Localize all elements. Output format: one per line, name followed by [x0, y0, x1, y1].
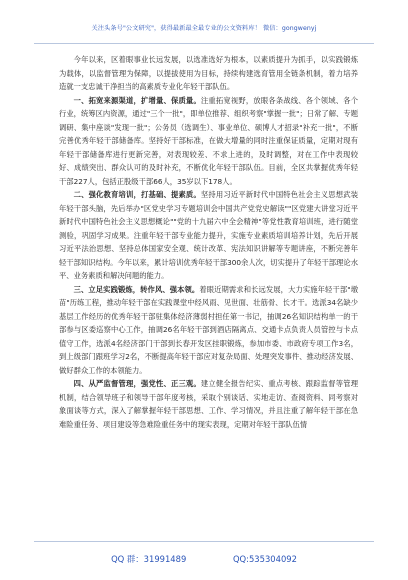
document-body — [59, 53, 358, 431]
page-footer — [34, 541, 374, 580]
section-paragraph-2 — [59, 188, 358, 283]
section-paragraph-1 — [59, 94, 358, 189]
footer-qq-contact: QQ:535304092 — [232, 554, 297, 564]
section-heading-2: 二、强化教育培训，打基础、提素质。 — [73, 190, 201, 199]
section-paragraph-3 — [59, 283, 358, 378]
header-banner-text: 关注头条号"公文研究"，获得最新最全最专业的公文资料库！ 微信：gongwenyj — [91, 25, 317, 32]
section-paragraph-4 — [59, 377, 358, 431]
section-heading-4: 四、从严监督管理，强党性、正三观。 — [73, 379, 201, 388]
page-header-banner — [34, 0, 374, 44]
section-heading-3: 三、立足实践锻炼，转作风、强本领。 — [73, 284, 200, 294]
intro-paragraph: 今年以来，区着眼事业长远发展，以选准选好为根本，以素质提升为抓手，以实践锻炼为载体，以监督管理为保障，以提拔使用为目标，持续构建选育管用全链条机制，着力培养造就一支忠诚干净担当的高素质专业化年轻干部队伍。 — [59, 55, 358, 91]
section-text-4: 建立健全报告纪实、重点考核、跟踪监督等管理机制，结合领导班子和领导干部年度考核，采取个别谈话、实地走访、查阅资料、同考察对象面谈等方式，深入了解掌握年轻干部思想、工作、学习情况，并且注重了解年轻干部在急难险重任务、项目建设等急难险重任务中的现实表现，定期对年轻干部队伍情 — [59, 379, 359, 429]
section-heading-1: 一、拓宽来源渠道，扩增量、保质量。 — [73, 95, 201, 105]
section-text-2: 坚持用习近平新时代中国特色社会主义思想武装年轻干部头脑，先后举办"区党史学习专题培训会中国共产党党史解读""区党建大讲堂习近平新时代中国特色社会主义思想概论""党的十九届六中全会精神"等党性教育培训班，进行随堂测验，巩固学习成果。注重年轻干部专业能力提升，实施专业素质培训培养计划，先后开展习近平法治思想、坚持总体国家安全观、统计改革、宪法知识讲解等专题讲座，不断完善年轻干部知识结构。今年以来，累计培训优秀年轻干部300余人次，切实提升了年轻干部理论水平、业务素质和解决问题的能力。 — [59, 190, 359, 280]
footer-qq-group: QQ 群：31991489 — [111, 554, 187, 564]
section-text-3: 着眼近期需求和长远发展，大力实施年轻干部"墩苗"历练工程，推动年轻干部在实践课堂中经风雨、见世面、壮筋骨、长才干。选派34名缺少基层工作经历的优秀年轻干部驻集体经济薄弱村担任第一书记，抽调26名知识结构单一的干部参与区委巡察中心工作，抽调26名年轻干部到酒店隔离点、交通卡点负责人员管控与卡点值守工作，选派4名经济部门干部到长春开发区挂职锻炼，参加市委、市政府专项工作3名，到上级部门跟班学习2名，不断提高年轻干部应对复杂局面、处理突发事件、推动经济发展、做好群众工作的本领能力。 — [59, 284, 358, 375]
section-text-1: 注重拓宽视野，放眼各条战线、各个领域、各个行业，统筹区内资源，通过"三个一批"，即单位推荐、组织考察"掌握一批"；日常了解、专题调研、集中座谈"发现一批"；公务员（选调生）、事业单位、硕博人才招录"补充一批"，不断完善优秀年轻干部储备库。坚持好干部标准，在做大增量的同时注重保证质量，定期对现有年轻干部储备库进行更新完善，对表现较差、不求上进的，及时调整，对在工作中表现较好、成绩突出、群众认可的及时补充，不断优化年轻干部队伍。目前，全区共掌握优秀年轻干部227人，包括正股级干部66人，35岁以下178人。 — [59, 95, 359, 186]
